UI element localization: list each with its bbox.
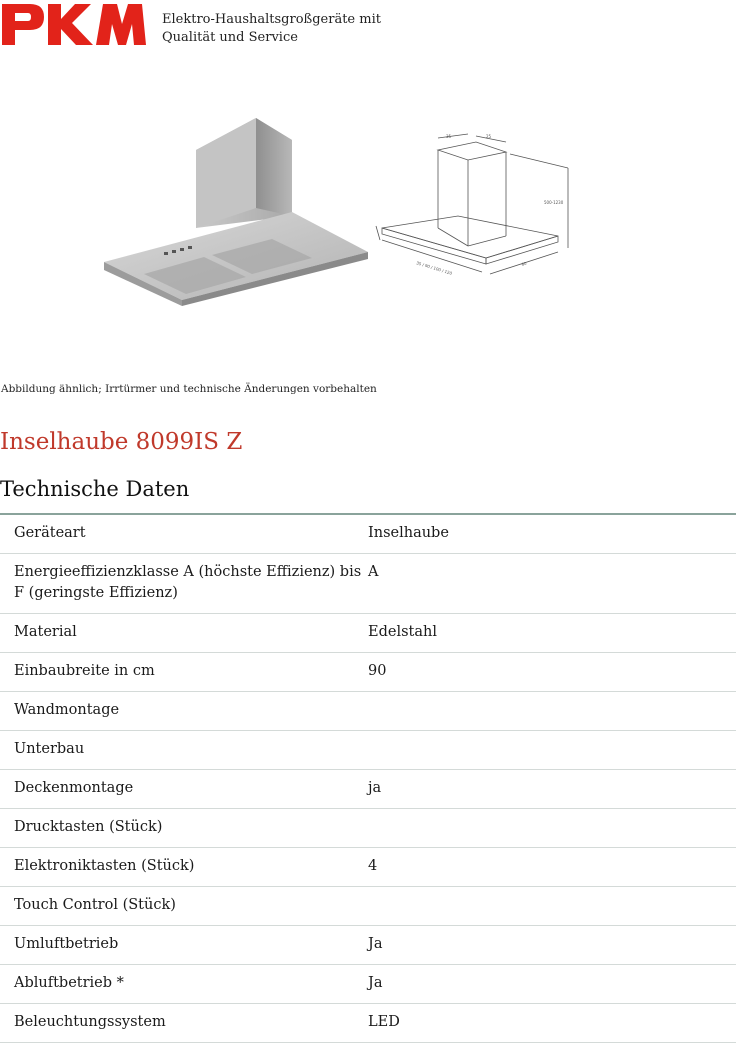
spec-label: Elektroniktasten (Stück): [14, 858, 195, 874]
spec-label: Wandmontage: [14, 702, 120, 718]
spec-value: LED: [368, 1014, 400, 1030]
spec-row: [0, 554, 736, 614]
brand-tagline: [162, 11, 381, 47]
spec-label: Geräteart: [14, 525, 86, 541]
product-photo: [96, 112, 376, 308]
spec-row: [0, 692, 736, 731]
tagline-line-1: Elektro-Haushaltsgroßgeräte mit: [162, 12, 381, 27]
svg-text:35 / 90 / 100 / 120: 35 / 90 / 100 / 120: [415, 260, 453, 276]
spec-row: [0, 770, 736, 809]
spec-label: Deckenmontage: [14, 780, 134, 796]
spec-row: [0, 809, 736, 848]
spec-label: Touch Control (Stück): [14, 897, 176, 913]
spec-row: [0, 965, 736, 1004]
spec-value: [368, 700, 736, 721]
spec-value: Ja: [368, 975, 383, 991]
spec-label: Drucktasten (Stück): [14, 819, 163, 835]
spec-label: Beleuchtungssystem: [14, 1014, 166, 1030]
spec-value: A: [368, 564, 379, 580]
spec-label: Energieeffizienzklasse A (höchste Effizienz) bis F (geringste Effizienz): [14, 564, 362, 601]
pkm-logo: [0, 2, 146, 46]
spec-value: 90: [368, 663, 387, 679]
spec-value: [368, 739, 736, 760]
spec-row: [0, 926, 736, 965]
spec-value: [368, 817, 736, 838]
spec-label: Material: [14, 624, 77, 640]
svg-text:35: 35: [446, 134, 452, 139]
spec-value: 4: [368, 858, 378, 874]
spec-row: [0, 614, 736, 653]
spec-label: Einbaubreite in cm: [14, 663, 155, 679]
spec-value: Ja: [368, 936, 383, 952]
spec-value: Inselhaube: [368, 525, 449, 541]
product-title: Inselhaube 8099IS Z: [0, 429, 243, 455]
section-title: Technische Daten: [0, 477, 190, 501]
spec-value: Edelstahl: [368, 624, 437, 640]
spec-row: [0, 887, 736, 926]
spec-row: [0, 515, 736, 554]
spec-row: [0, 653, 736, 692]
svg-text:25: 25: [486, 134, 492, 139]
disclaimer-text: Abbildung ähnlich; Irrtürmer und technische Änderungen vorbehalten: [1, 383, 377, 395]
tagline-line-2: Qualität und Service: [162, 30, 298, 45]
spec-value: [368, 895, 736, 916]
spec-label: Abluftbetrieb *: [14, 975, 124, 991]
spec-value: ja: [368, 780, 382, 796]
spec-label: Umluftbetrieb: [14, 936, 119, 952]
spec-row: [0, 731, 736, 770]
spec-label: Unterbau: [14, 741, 85, 757]
spec-table: [0, 513, 736, 1043]
svg-text:500-1230: 500-1230: [544, 200, 564, 205]
dimension-drawing: [372, 128, 634, 288]
spec-row: [0, 848, 736, 887]
svg-text:60: 60: [520, 260, 528, 267]
